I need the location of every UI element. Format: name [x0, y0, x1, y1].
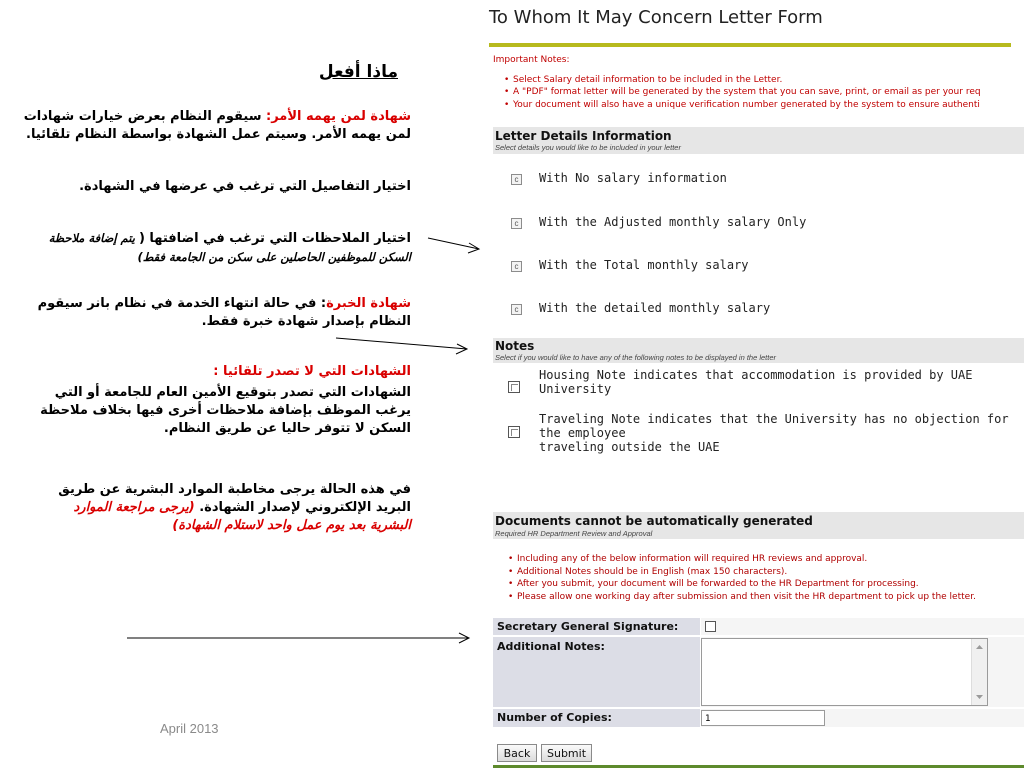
important-notes — [493, 54, 1024, 111]
arrow-experience — [336, 338, 467, 349]
instruction-red-italic: (يرجى مراجعة الموارد — [73, 500, 200, 515]
housing-note-label: Housing Note indicates that accommodation is provided by UAE University — [539, 368, 973, 396]
scroll-up-icon[interactable] — [972, 641, 987, 653]
documents-note: • Please allow one working day after submission and then visit the HR department to pick up the letter. — [517, 591, 1024, 604]
instruction-italic: السكن للموظفين الحاصلين على سكن من الجامعة فقط) — [137, 250, 411, 264]
submit-button[interactable]: Submit — [541, 744, 592, 762]
instruction-text: يرغب الموظف بإضافة ملاحظات أخرى فيها بخلاف ملاحظة — [40, 403, 411, 418]
documents-note: • Additional Notes should be in English (max 150 characters). — [517, 566, 1024, 579]
instruction-text: النظام بإصدار شهادة خبرة فقط. — [201, 314, 411, 329]
traveling-note-line: Traveling Note indicates that the University has no objection for the employee — [539, 412, 1009, 440]
scroll-down-icon[interactable] — [972, 691, 987, 703]
documents-subtitle: Required HR Department Review and Approval — [495, 529, 653, 538]
arrow-notes — [428, 238, 479, 249]
notes-subtitle: Select if you would like to have any of the following notes to be displayed in the letter — [495, 353, 777, 362]
slide-date: April 2013 — [160, 721, 219, 736]
back-button[interactable]: Back — [497, 744, 537, 762]
important-note: • Select Salary detail information to be included in the Letter. — [513, 74, 1024, 87]
documents-notes — [505, 553, 1024, 603]
important-note: • Your document will also have a unique verification number generated by the system to ensure authenti — [513, 99, 1024, 112]
instruction-red-italic: البشرية بعد يوم عمل واحد لاستلام الشهادة) — [172, 518, 411, 533]
copies-cell — [701, 709, 1024, 727]
manual-label: الشهادات التي لا تصدر تلقائيا : — [213, 364, 411, 379]
letter-details-subtitle: Select details you would like to be included in your letter — [495, 143, 681, 152]
copies-input[interactable]: 1 — [701, 710, 825, 726]
traveling-note-label — [539, 412, 1024, 454]
documents-note: • Including any of the below information will required HR reviews and approval. — [517, 553, 1024, 566]
letter-details-title: Letter Details Information — [495, 129, 672, 143]
radio-detailed-salary[interactable]: c — [511, 304, 522, 315]
documents-header — [493, 512, 1024, 539]
documents-title: Documents cannot be automatically generated — [495, 514, 813, 528]
instruction-select-details: اختيار التفاصيل التي ترغب في عرضها في الشهادة. — [79, 179, 411, 194]
traveling-note-checkbox[interactable] — [508, 426, 520, 438]
letter-details-header — [493, 127, 1024, 154]
option-detailed-salary-label: With the detailed monthly salary — [539, 301, 771, 315]
housing-note-checkbox[interactable] — [508, 381, 520, 393]
instruction-text: : في حالة انتهاء الخدمة في نظام بانر سيقوم — [37, 296, 327, 311]
title-rule — [489, 43, 1011, 47]
instructions-heading: ماذا أفعل — [318, 62, 398, 82]
important-note: • A "PDF" format letter will be generated by the system that you can save, print, or email as per your req — [513, 86, 1024, 99]
instruction-text: الشهادات التي تصدر بتوقيع الأمين العام للجامعة أو التي — [54, 385, 411, 400]
instruction-text: في هذه الحالة يرجى مخاطبة الموارد البشرية عن طريق — [58, 482, 411, 497]
notes-header — [493, 338, 1024, 363]
additional-notes-cell — [701, 637, 1024, 707]
secretary-signature-cell — [701, 618, 1024, 635]
option-adjusted-salary-label: With the Adjusted monthly salary Only — [539, 215, 807, 229]
instruction-text: لمن يهمه الأمر. وسيتم عمل الشهادة بواسطة النظام تلقائيا. — [26, 127, 411, 142]
option-no-salary-label: With No salary information — [539, 171, 727, 185]
instruction-text: اختيار الملاحظات التي ترغب في اضافتها ( — [138, 231, 411, 246]
instruction-text: سيقوم النظام بعرض خيارات شهادات — [23, 109, 266, 124]
radio-adjusted-salary[interactable]: c — [511, 218, 522, 229]
additional-notes-label: Additional Notes: — [493, 637, 700, 707]
traveling-note-line: traveling outside the UAE — [539, 440, 720, 454]
secretary-signature-checkbox[interactable] — [705, 621, 716, 632]
radio-total-salary[interactable]: c — [511, 261, 522, 272]
notes-title: Notes — [495, 339, 535, 353]
form-title: To Whom It May Concern Letter Form — [489, 7, 823, 28]
important-notes-list — [493, 74, 1024, 112]
copies-label: Number of Copies: — [493, 709, 700, 727]
radio-no-salary[interactable]: c — [511, 174, 522, 185]
documents-note: • After you submit, your document will be forwarded to the HR Department for processing. — [517, 578, 1024, 591]
instruction-text: السكن لا تتوفر حاليا عن طريق النظام. — [163, 421, 411, 436]
textarea-scrollbar[interactable] — [971, 639, 987, 705]
instruction-text: البريد الإلكتروني لإصدار الشهادة. — [199, 500, 411, 515]
additional-notes-textarea[interactable] — [701, 638, 988, 706]
secretary-signature-label: Secretary General Signature: — [493, 618, 700, 635]
to-whom-label: شهادة لمن يهمه الأمر: — [266, 109, 411, 124]
documents-notes-list — [505, 553, 1024, 603]
option-total-salary-label: With the Total monthly salary — [539, 258, 749, 272]
experience-label: شهادة الخبرة — [326, 296, 411, 311]
instruction-italic: يتم إضافة ملاحظة — [48, 231, 139, 245]
important-notes-label: Important Notes: — [493, 55, 570, 65]
